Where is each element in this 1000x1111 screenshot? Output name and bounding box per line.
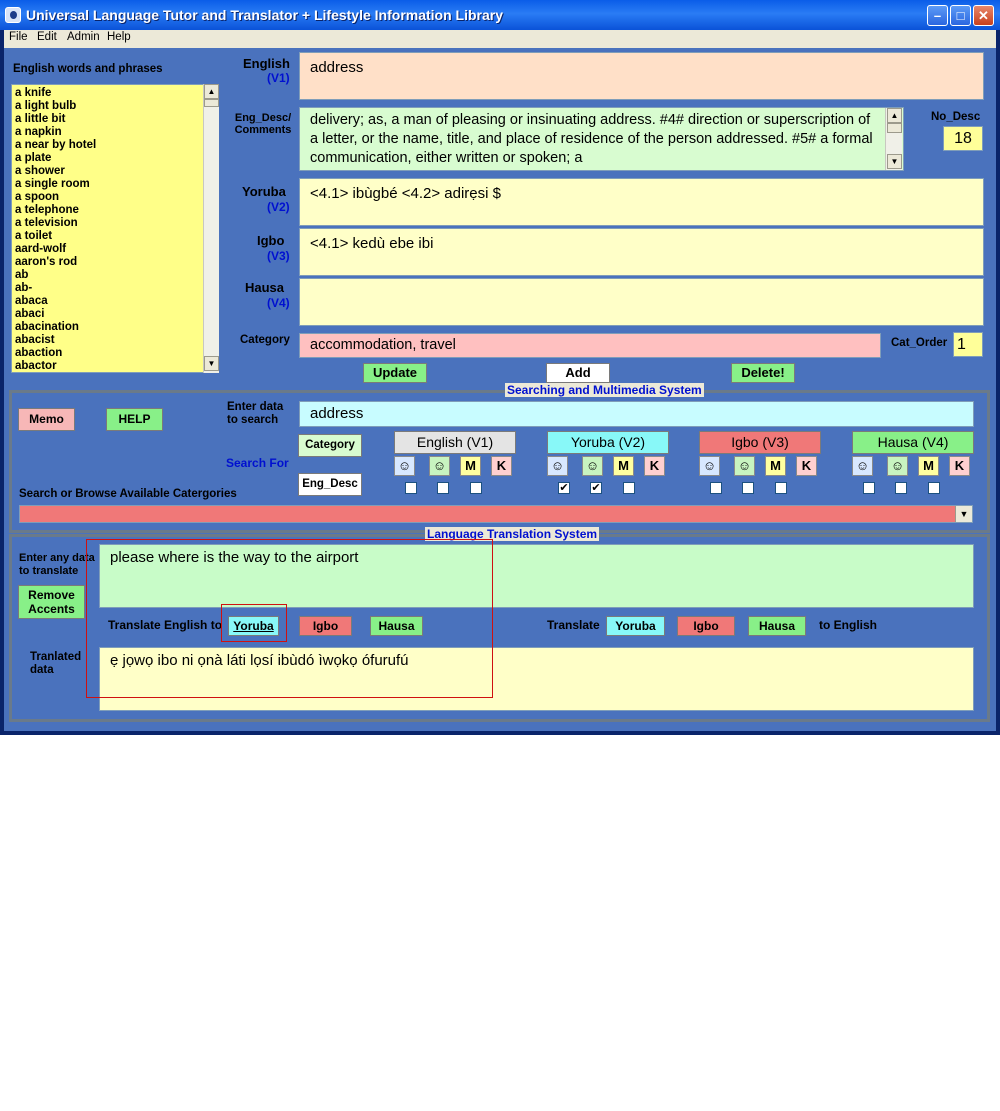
- scroll-down-icon[interactable]: ▼: [204, 356, 219, 371]
- eng-desc-search-button[interactable]: Eng_Desc: [298, 473, 362, 496]
- yoruba-k-button[interactable]: K: [644, 456, 665, 476]
- list-item[interactable]: a single room: [15, 178, 90, 190]
- hausa-k-button[interactable]: K: [949, 456, 970, 476]
- scroll-down-icon[interactable]: ▼: [887, 154, 902, 169]
- category-field[interactable]: accommodation, travel: [299, 333, 881, 358]
- english-search-button[interactable]: English (V1): [394, 431, 516, 454]
- category-dropdown[interactable]: [19, 505, 973, 523]
- add-button[interactable]: Add: [546, 363, 610, 383]
- update-button[interactable]: Update: [363, 363, 427, 383]
- yoruba-checkbox-2[interactable]: ✔: [591, 482, 601, 494]
- list-item[interactable]: ab-: [15, 282, 33, 294]
- english-checkbox-1[interactable]: [405, 482, 417, 494]
- igbo-k-button[interactable]: K: [796, 456, 817, 476]
- window-title: Universal Language Tutor and Translator + Lifestyle Information Library: [26, 7, 504, 23]
- english-checkbox-3[interactable]: [470, 482, 482, 494]
- igbo-checkbox-1[interactable]: [710, 482, 722, 494]
- hausa-m-button[interactable]: M: [918, 456, 939, 476]
- word-list-scrollbar[interactable]: [203, 84, 219, 373]
- menu-edit[interactable]: Edit: [37, 31, 57, 43]
- igbo-field[interactable]: <4.1> kedù ebe ibi: [299, 228, 984, 276]
- igbo-m-button[interactable]: M: [765, 456, 786, 476]
- client-area: [4, 30, 996, 731]
- yoruba-checkbox-1[interactable]: ✔: [559, 482, 569, 494]
- search-field[interactable]: address: [299, 401, 974, 427]
- list-item[interactable]: aard-wolf: [15, 243, 67, 255]
- list-item[interactable]: a knife: [15, 87, 52, 99]
- scroll-thumb[interactable]: [204, 99, 219, 107]
- list-item[interactable]: aaron's rod: [15, 256, 78, 268]
- translate-from-hausa-button[interactable]: Hausa: [748, 616, 806, 636]
- translation-panel-legend: Language Translation System: [427, 527, 598, 541]
- translate-from-yoruba-button[interactable]: Yoruba: [606, 616, 665, 636]
- english-smiley-green-icon[interactable]: ☺: [429, 456, 450, 476]
- igbo-smiley-icon[interactable]: ☺: [699, 456, 720, 476]
- igbo-checkbox-3[interactable]: [775, 482, 787, 494]
- maximize-icon[interactable]: □: [950, 5, 971, 26]
- translate-enter-label: Enter any data to translate: [19, 552, 95, 577]
- yoruba-m-button[interactable]: M: [613, 456, 634, 476]
- chevron-down-icon[interactable]: ▼: [955, 506, 972, 522]
- menu-file[interactable]: File: [9, 31, 28, 43]
- list-item[interactable]: abacination: [15, 321, 79, 333]
- word-list-items[interactable]: [11, 84, 204, 373]
- hausa-search-button[interactable]: Hausa (V4): [852, 431, 974, 454]
- translated-data-label: Tranlated data: [30, 651, 82, 676]
- menu-help[interactable]: Help: [107, 31, 131, 43]
- help-button[interactable]: HELP: [106, 408, 163, 431]
- translate-from-label: Translate: [547, 618, 600, 632]
- list-item[interactable]: a shower: [15, 165, 65, 177]
- hausa-smiley-green-icon[interactable]: ☺: [887, 456, 908, 476]
- list-item[interactable]: a spoon: [15, 191, 60, 203]
- english-checkbox-2[interactable]: [437, 482, 449, 494]
- browse-label: Search or Browse Available Catergories: [19, 488, 237, 500]
- english-field[interactable]: address: [299, 52, 984, 100]
- translated-output[interactable]: ẹ jọwọ ibo ni ọnà láti lọsí ibùdó ìwọkọ ófurufú: [99, 647, 974, 711]
- list-item[interactable]: a light bulb: [15, 100, 77, 112]
- desc-field[interactable]: delivery; as, a man of pleasing or insinuating address. #4# direction or superscription of a letter, or the name, title, and place of residence of the person addressed. #5# a formal communication, either written or spoken; a: [299, 107, 904, 171]
- list-item[interactable]: a plate: [15, 152, 52, 164]
- scroll-up-icon[interactable]: ▲: [887, 108, 902, 123]
- english-k-button[interactable]: K: [491, 456, 512, 476]
- english-m-button[interactable]: M: [460, 456, 481, 476]
- close-icon[interactable]: ✕: [973, 5, 994, 26]
- word-list[interactable]: [11, 84, 219, 373]
- no-desc-label: No_Desc: [931, 111, 981, 123]
- list-item[interactable]: abactor: [15, 360, 57, 372]
- hausa-smiley-icon[interactable]: ☺: [852, 456, 873, 476]
- english-smiley-icon[interactable]: ☺: [394, 456, 415, 476]
- list-item[interactable]: a toilet: [15, 230, 53, 242]
- list-item[interactable]: a television: [15, 217, 78, 229]
- yoruba-smiley-green-icon[interactable]: ☺: [582, 456, 603, 476]
- search-for-label: Search For: [226, 456, 289, 470]
- category-label: Category: [240, 334, 290, 346]
- translate-from-igbo-button[interactable]: Igbo: [677, 616, 735, 636]
- app-icon: [5, 7, 21, 23]
- translate-to-hausa-button[interactable]: Hausa: [370, 616, 423, 636]
- hausa-checkbox-2[interactable]: [895, 482, 907, 494]
- english-tag: (V1): [267, 71, 290, 85]
- list-item[interactable]: ab: [15, 269, 29, 281]
- scroll-up-icon[interactable]: ▲: [204, 84, 219, 99]
- cat-order-label: Cat_Order: [891, 337, 948, 349]
- highlight-box-yoruba-button: [221, 604, 287, 642]
- igbo-label: Igbo: [257, 233, 285, 248]
- translate-input[interactable]: please where is the way to the airport: [99, 544, 974, 608]
- scroll-thumb[interactable]: [887, 123, 902, 133]
- yoruba-label: Yoruba: [242, 184, 286, 199]
- memo-button[interactable]: Memo: [18, 408, 75, 431]
- list-item[interactable]: a napkin: [15, 126, 62, 138]
- igbo-checkbox-2[interactable]: [742, 482, 754, 494]
- list-item[interactable]: a near by hotel: [15, 139, 97, 151]
- menu-bar: [4, 30, 996, 47]
- word-list-label: English words and phrases: [13, 63, 163, 75]
- hausa-label: Hausa: [245, 280, 285, 295]
- main-panel: [4, 48, 996, 731]
- igbo-search-button[interactable]: Igbo (V3): [699, 431, 821, 454]
- minimize-icon[interactable]: –: [927, 5, 948, 26]
- english-label: English: [243, 56, 290, 71]
- yoruba-search-button[interactable]: Yoruba (V2): [547, 431, 669, 454]
- highlight-box-translation: [86, 539, 493, 698]
- remove-accents-button[interactable]: Remove Accents: [18, 585, 85, 619]
- translate-to-yoruba-button[interactable]: Yoruba: [228, 616, 279, 636]
- yoruba-checkbox-3[interactable]: [623, 482, 635, 494]
- delete-button[interactable]: Delete!: [731, 363, 795, 383]
- no-desc-value[interactable]: 18: [943, 126, 983, 151]
- list-item[interactable]: abacist: [15, 334, 55, 346]
- translate-to-igbo-button[interactable]: Igbo: [299, 616, 352, 636]
- menu-admin[interactable]: Admin: [67, 31, 100, 43]
- search-enter-label: Enter data to search: [227, 401, 284, 426]
- yoruba-tag: (V2): [267, 200, 290, 214]
- hausa-tag: (V4): [267, 296, 290, 310]
- hausa-field[interactable]: [299, 278, 984, 326]
- list-item[interactable]: abaca: [15, 295, 48, 307]
- yoruba-smiley-icon[interactable]: ☺: [547, 456, 568, 476]
- desc-label: Eng_Desc/ Comments: [234, 112, 292, 136]
- category-search-button[interactable]: Category: [298, 434, 362, 457]
- translate-to-label: Translate English to: [108, 618, 223, 632]
- cat-order-field[interactable]: 1: [953, 332, 983, 357]
- igbo-tag: (V3): [267, 249, 290, 263]
- yoruba-field[interactable]: <4.1> ibùgbé <4.2> adirẹsi $: [299, 178, 984, 226]
- list-item[interactable]: a little bit: [15, 113, 66, 125]
- search-panel-legend: Searching and Multimedia System: [507, 383, 702, 397]
- list-item[interactable]: abaci: [15, 308, 45, 320]
- title-bar: [0, 0, 1000, 30]
- hausa-checkbox-1[interactable]: [863, 482, 875, 494]
- hausa-checkbox-3[interactable]: [928, 482, 940, 494]
- desc-scrollbar[interactable]: [885, 108, 902, 170]
- igbo-smiley-green-icon[interactable]: ☺: [734, 456, 755, 476]
- to-english-label: to English: [819, 618, 877, 632]
- list-item[interactable]: abaction: [15, 347, 63, 359]
- list-item[interactable]: a telephone: [15, 204, 79, 216]
